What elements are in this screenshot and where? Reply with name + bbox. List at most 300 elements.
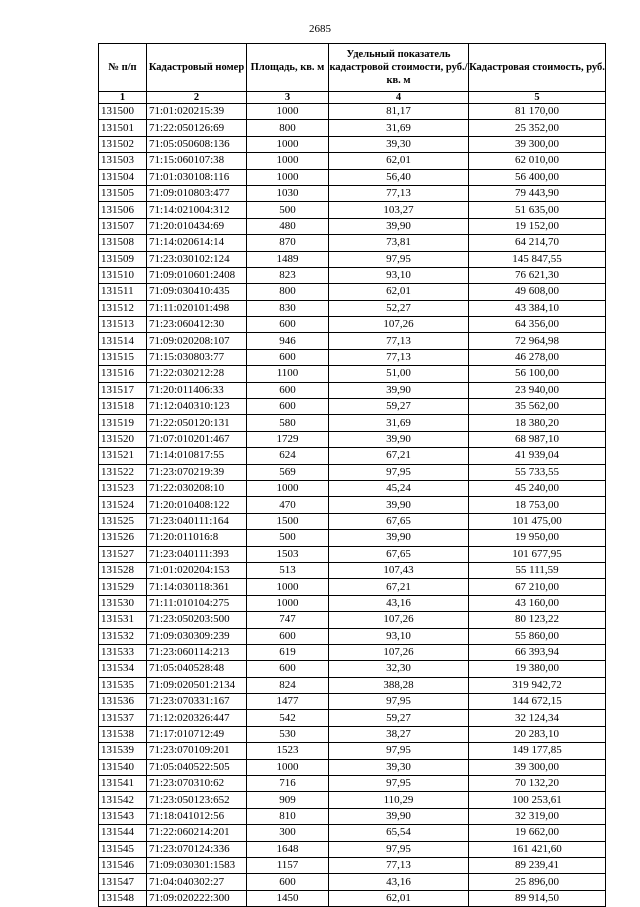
table-row	[99, 890, 606, 906]
cadastral-number-cell: 71:22:050126:69	[147, 120, 247, 136]
cadastral-number-cell: 71:05:040522:505	[147, 759, 247, 775]
row-number-cell: 131519	[99, 415, 147, 431]
specific-value-cell: 43,16	[329, 874, 469, 890]
specific-value-cell: 62,01	[329, 153, 469, 169]
cadastral-number-cell: 71:23:030102:124	[147, 251, 247, 267]
table-row	[99, 677, 606, 693]
table-row	[99, 349, 606, 365]
cadastral-value-cell: 55 733,55	[469, 464, 606, 480]
area-cell: 800	[247, 120, 329, 136]
table-row	[99, 415, 606, 431]
area-cell: 600	[247, 628, 329, 644]
cadastral-value-cell: 72 964,98	[469, 333, 606, 349]
cadastral-number-cell: 71:01:030108:116	[147, 169, 247, 185]
table-row	[99, 546, 606, 562]
cadastral-value-cell: 145 847,55	[469, 251, 606, 267]
area-cell: 1000	[247, 104, 329, 120]
area-cell: 1523	[247, 743, 329, 759]
cadastral-number-cell: 71:05:050608:136	[147, 136, 247, 152]
specific-value-cell: 67,65	[329, 513, 469, 529]
specific-value-cell: 59,27	[329, 399, 469, 415]
row-number-cell: 131510	[99, 267, 147, 283]
area-cell: 530	[247, 726, 329, 742]
cadastral-number-cell: 71:09:030309:239	[147, 628, 247, 644]
area-cell: 600	[247, 399, 329, 415]
row-number-cell: 131548	[99, 890, 147, 906]
cadastral-value-cell: 25 352,00	[469, 120, 606, 136]
cadastral-number-cell: 71:09:010601:2408	[147, 267, 247, 283]
specific-value-cell: 77,13	[329, 349, 469, 365]
cadastral-value-cell: 32 124,34	[469, 710, 606, 726]
row-number-cell: 131543	[99, 808, 147, 824]
cadastral-value-cell: 20 283,10	[469, 726, 606, 742]
specific-value-cell: 93,10	[329, 628, 469, 644]
table-row	[99, 726, 606, 742]
cadastral-value-cell: 32 319,00	[469, 808, 606, 824]
area-cell: 600	[247, 382, 329, 398]
area-cell: 1000	[247, 153, 329, 169]
row-number-cell: 131517	[99, 382, 147, 398]
table-row	[99, 153, 606, 169]
row-number-cell: 131524	[99, 497, 147, 513]
table-row	[99, 497, 606, 513]
row-number-cell: 131527	[99, 546, 147, 562]
table-row	[99, 776, 606, 792]
row-number-cell: 131544	[99, 825, 147, 841]
cadastral-value-cell: 149 177,85	[469, 743, 606, 759]
specific-value-cell: 39,90	[329, 497, 469, 513]
column-number: 4	[329, 92, 469, 104]
cadastral-value-cell: 62 010,00	[469, 153, 606, 169]
cadastral-value-cell: 144 672,15	[469, 694, 606, 710]
cadastral-value-cell: 100 253,61	[469, 792, 606, 808]
table-row	[99, 185, 606, 201]
area-cell: 1500	[247, 513, 329, 529]
cadastral-number-cell: 71:22:050120:131	[147, 415, 247, 431]
row-number-cell: 131546	[99, 857, 147, 873]
area-cell: 1030	[247, 185, 329, 201]
row-number-cell: 131526	[99, 530, 147, 546]
column-number: 3	[247, 92, 329, 104]
specific-value-cell: 107,26	[329, 612, 469, 628]
row-number-cell: 131523	[99, 480, 147, 496]
table-row	[99, 743, 606, 759]
row-number-cell: 131506	[99, 202, 147, 218]
row-number-cell: 131521	[99, 448, 147, 464]
area-cell: 1000	[247, 595, 329, 611]
row-number-cell: 131520	[99, 431, 147, 447]
specific-value-cell: 62,01	[329, 890, 469, 906]
cadastral-number-cell: 71:09:030301:1583	[147, 857, 247, 873]
row-number-cell: 131515	[99, 349, 147, 365]
table-row	[99, 366, 606, 382]
row-number-cell: 131536	[99, 694, 147, 710]
table-row	[99, 333, 606, 349]
row-number-cell: 131511	[99, 284, 147, 300]
specific-value-cell: 39,30	[329, 136, 469, 152]
table-row	[99, 136, 606, 152]
table-row	[99, 694, 606, 710]
row-number-cell: 131539	[99, 743, 147, 759]
specific-value-cell: 73,81	[329, 235, 469, 251]
area-cell: 600	[247, 661, 329, 677]
cadastral-number-cell: 71:04:040302:27	[147, 874, 247, 890]
header-area: Площадь, кв. м	[247, 44, 329, 92]
area-cell: 1000	[247, 759, 329, 775]
row-number-cell: 131542	[99, 792, 147, 808]
cadastral-value-cell: 49 608,00	[469, 284, 606, 300]
header-cadastral-number: Кадастровый номер	[147, 44, 247, 92]
row-number-cell: 131545	[99, 841, 147, 857]
row-number-cell: 131505	[99, 185, 147, 201]
cadastral-number-cell: 71:23:050203:500	[147, 612, 247, 628]
table-row	[99, 562, 606, 578]
cadastral-number-cell: 71:15:030803:77	[147, 349, 247, 365]
cadastral-number-cell: 71:23:060114:213	[147, 644, 247, 660]
specific-value-cell: 107,26	[329, 317, 469, 333]
cadastral-value-cell: 66 393,94	[469, 644, 606, 660]
cadastral-value-cell: 161 421,60	[469, 841, 606, 857]
cadastral-value-cell: 64 356,00	[469, 317, 606, 333]
cadastral-number-cell: 71:14:021004:312	[147, 202, 247, 218]
cadastral-number-cell: 71:09:030410:435	[147, 284, 247, 300]
row-number-cell: 131509	[99, 251, 147, 267]
cadastral-number-cell: 71:07:010201:467	[147, 431, 247, 447]
table-row	[99, 792, 606, 808]
area-cell: 870	[247, 235, 329, 251]
cadastral-value-cell: 39 300,00	[469, 759, 606, 775]
table-row	[99, 874, 606, 890]
row-number-cell: 131540	[99, 759, 147, 775]
table-row	[99, 267, 606, 283]
cadastral-value-cell: 55 860,00	[469, 628, 606, 644]
cadastral-value-cell: 67 210,00	[469, 579, 606, 595]
specific-value-cell: 39,90	[329, 530, 469, 546]
cadastral-number-cell: 71:22:030208:10	[147, 480, 247, 496]
specific-value-cell: 31,69	[329, 120, 469, 136]
table-row	[99, 169, 606, 185]
area-cell: 824	[247, 677, 329, 693]
cadastral-number-cell: 71:22:060214:201	[147, 825, 247, 841]
table-row	[99, 382, 606, 398]
area-cell: 1450	[247, 890, 329, 906]
table-row	[99, 808, 606, 824]
cadastral-value-cell: 25 896,00	[469, 874, 606, 890]
area-cell: 800	[247, 284, 329, 300]
specific-value-cell: 32,30	[329, 661, 469, 677]
area-cell: 1100	[247, 366, 329, 382]
cadastral-number-cell: 71:09:020501:2134	[147, 677, 247, 693]
cadastral-number-cell: 71:11:010104:275	[147, 595, 247, 611]
area-cell: 300	[247, 825, 329, 841]
specific-value-cell: 56,40	[329, 169, 469, 185]
cadastral-value-cell: 101 475,00	[469, 513, 606, 529]
row-number-cell: 131528	[99, 562, 147, 578]
cadastral-number-cell: 71:14:030118:361	[147, 579, 247, 595]
table-row	[99, 857, 606, 873]
row-number-cell: 131512	[99, 300, 147, 316]
specific-value-cell: 110,29	[329, 792, 469, 808]
cadastral-number-cell: 71:18:041012:56	[147, 808, 247, 824]
cadastral-value-cell: 76 621,30	[469, 267, 606, 283]
area-cell: 580	[247, 415, 329, 431]
row-number-cell: 131541	[99, 776, 147, 792]
cadastral-value-cell: 319 942,72	[469, 677, 606, 693]
specific-value-cell: 97,95	[329, 694, 469, 710]
cadastral-value-cell: 19 950,00	[469, 530, 606, 546]
table-row	[99, 300, 606, 316]
specific-value-cell: 93,10	[329, 267, 469, 283]
specific-value-cell: 77,13	[329, 185, 469, 201]
specific-value-cell: 38,27	[329, 726, 469, 742]
cadastral-number-cell: 71:22:030212:28	[147, 366, 247, 382]
page-number: 2685	[309, 23, 331, 35]
area-cell: 619	[247, 644, 329, 660]
table-row	[99, 530, 606, 546]
table-row	[99, 431, 606, 447]
cadastral-value-cell: 68 987,10	[469, 431, 606, 447]
cadastral-number-cell: 71:01:020204:153	[147, 562, 247, 578]
row-number-cell: 131501	[99, 120, 147, 136]
area-cell: 909	[247, 792, 329, 808]
row-number-cell: 131508	[99, 235, 147, 251]
row-number-cell: 131535	[99, 677, 147, 693]
area-cell: 542	[247, 710, 329, 726]
specific-value-cell: 97,95	[329, 776, 469, 792]
cadastral-number-cell: 71:23:070219:39	[147, 464, 247, 480]
cadastral-value-cell: 101 677,95	[469, 546, 606, 562]
cadastral-number-cell: 71:12:020326:447	[147, 710, 247, 726]
table-header-row	[99, 44, 606, 92]
cadastral-number-cell: 71:09:020208:107	[147, 333, 247, 349]
specific-value-cell: 97,95	[329, 743, 469, 759]
specific-value-cell: 97,95	[329, 464, 469, 480]
cadastral-value-cell: 23 940,00	[469, 382, 606, 398]
cadastral-value-cell: 45 240,00	[469, 480, 606, 496]
row-number-cell: 131514	[99, 333, 147, 349]
cadastral-value-cell: 39 300,00	[469, 136, 606, 152]
row-number-cell: 131503	[99, 153, 147, 169]
specific-value-cell: 43,16	[329, 595, 469, 611]
area-cell: 1000	[247, 579, 329, 595]
cadastral-value-cell: 64 214,70	[469, 235, 606, 251]
table-row	[99, 628, 606, 644]
cadastral-number-cell: 71:17:010712:49	[147, 726, 247, 742]
table-row	[99, 710, 606, 726]
area-cell: 946	[247, 333, 329, 349]
specific-value-cell: 67,21	[329, 448, 469, 464]
table-row	[99, 104, 606, 120]
area-cell: 600	[247, 349, 329, 365]
area-cell: 513	[247, 562, 329, 578]
cadastral-value-cell: 56 100,00	[469, 366, 606, 382]
area-cell: 624	[247, 448, 329, 464]
cadastral-value-cell: 19 662,00	[469, 825, 606, 841]
table-row	[99, 661, 606, 677]
specific-value-cell: 67,65	[329, 546, 469, 562]
table-row	[99, 202, 606, 218]
row-number-cell: 131516	[99, 366, 147, 382]
row-number-cell: 131547	[99, 874, 147, 890]
cadastral-number-cell: 71:23:070124:336	[147, 841, 247, 857]
row-number-cell: 131533	[99, 644, 147, 660]
table-row	[99, 464, 606, 480]
cadastral-number-cell: 71:23:070109:201	[147, 743, 247, 759]
row-number-cell: 131529	[99, 579, 147, 595]
column-number: 1	[99, 92, 147, 104]
cadastral-value-cell: 43 160,00	[469, 595, 606, 611]
cadastral-number-cell: 71:23:070331:167	[147, 694, 247, 710]
table-row	[99, 759, 606, 775]
cadastral-value-cell: 81 170,00	[469, 104, 606, 120]
row-number-cell: 131525	[99, 513, 147, 529]
cadastral-number-cell: 71:23:050123:652	[147, 792, 247, 808]
header-row-number: № п/п	[99, 44, 147, 92]
specific-value-cell: 39,90	[329, 382, 469, 398]
table-row	[99, 841, 606, 857]
area-cell: 600	[247, 874, 329, 890]
cadastral-value-cell: 89 239,41	[469, 857, 606, 873]
table-row	[99, 595, 606, 611]
specific-value-cell: 107,43	[329, 562, 469, 578]
cadastral-number-cell: 71:23:060412:30	[147, 317, 247, 333]
specific-value-cell: 39,90	[329, 431, 469, 447]
cadastral-value-cell: 56 400,00	[469, 169, 606, 185]
cadastral-number-cell: 71:23:040111:393	[147, 546, 247, 562]
cadastral-number-cell: 71:12:040310:123	[147, 399, 247, 415]
area-cell: 1157	[247, 857, 329, 873]
table-row	[99, 399, 606, 415]
specific-value-cell: 62,01	[329, 284, 469, 300]
area-cell: 747	[247, 612, 329, 628]
area-cell: 1000	[247, 169, 329, 185]
area-cell: 1000	[247, 480, 329, 496]
cadastral-number-cell: 71:14:020614:14	[147, 235, 247, 251]
row-number-cell: 131513	[99, 317, 147, 333]
cadastral-number-cell: 71:14:010817:55	[147, 448, 247, 464]
area-cell: 810	[247, 808, 329, 824]
row-number-cell: 131532	[99, 628, 147, 644]
row-number-cell: 131504	[99, 169, 147, 185]
column-number-row	[99, 92, 606, 104]
table-row	[99, 284, 606, 300]
row-number-cell: 131507	[99, 218, 147, 234]
cadastral-number-cell: 71:05:040528:48	[147, 661, 247, 677]
specific-value-cell: 59,27	[329, 710, 469, 726]
table-row	[99, 317, 606, 333]
table-row	[99, 579, 606, 595]
row-number-cell: 131518	[99, 399, 147, 415]
row-number-cell: 131502	[99, 136, 147, 152]
table-row	[99, 480, 606, 496]
cadastral-value-cell: 80 123,22	[469, 612, 606, 628]
specific-value-cell: 81,17	[329, 104, 469, 120]
cadastral-number-cell: 71:11:020101:498	[147, 300, 247, 316]
specific-value-cell: 97,95	[329, 841, 469, 857]
row-number-cell: 131538	[99, 726, 147, 742]
cadastral-number-cell: 71:23:070310:62	[147, 776, 247, 792]
cadastral-number-cell: 71:20:010408:122	[147, 497, 247, 513]
cadastral-number-cell: 71:15:060107:38	[147, 153, 247, 169]
row-number-cell: 131537	[99, 710, 147, 726]
cadastral-value-cell: 41 939,04	[469, 448, 606, 464]
area-cell: 1648	[247, 841, 329, 857]
table-row	[99, 235, 606, 251]
specific-value-cell: 77,13	[329, 857, 469, 873]
cadastral-value-cell: 55 111,59	[469, 562, 606, 578]
area-cell: 823	[247, 267, 329, 283]
cadastral-value-cell: 89 914,50	[469, 890, 606, 906]
table-row	[99, 825, 606, 841]
specific-value-cell: 52,27	[329, 300, 469, 316]
cadastral-value-table	[98, 43, 606, 907]
cadastral-value-cell: 19 380,00	[469, 661, 606, 677]
table-row	[99, 251, 606, 267]
area-cell: 470	[247, 497, 329, 513]
specific-value-cell: 39,30	[329, 759, 469, 775]
cadastral-value-cell: 70 132,20	[469, 776, 606, 792]
table-row	[99, 644, 606, 660]
specific-value-cell: 77,13	[329, 333, 469, 349]
cadastral-value-cell: 35 562,00	[469, 399, 606, 415]
cadastral-value-cell: 19 152,00	[469, 218, 606, 234]
cadastral-number-cell: 71:01:020215:39	[147, 104, 247, 120]
specific-value-cell: 51,00	[329, 366, 469, 382]
area-cell: 830	[247, 300, 329, 316]
specific-value-cell: 39,90	[329, 808, 469, 824]
specific-value-cell: 67,21	[329, 579, 469, 595]
row-number-cell: 131530	[99, 595, 147, 611]
area-cell: 1477	[247, 694, 329, 710]
cadastral-number-cell: 71:20:011406:33	[147, 382, 247, 398]
table-row	[99, 448, 606, 464]
row-number-cell: 131534	[99, 661, 147, 677]
row-number-cell: 131500	[99, 104, 147, 120]
header-specific-value: Удельный показатель кадастровой стоимости, руб./кв. м	[329, 44, 469, 92]
area-cell: 1000	[247, 136, 329, 152]
row-number-cell: 131531	[99, 612, 147, 628]
area-cell: 500	[247, 530, 329, 546]
area-cell: 500	[247, 202, 329, 218]
area-cell: 1729	[247, 431, 329, 447]
specific-value-cell: 39,90	[329, 218, 469, 234]
area-cell: 1503	[247, 546, 329, 562]
specific-value-cell: 103,27	[329, 202, 469, 218]
specific-value-cell: 388,28	[329, 677, 469, 693]
specific-value-cell: 31,69	[329, 415, 469, 431]
cadastral-value-cell: 79 443,90	[469, 185, 606, 201]
cadastral-number-cell: 71:09:010803:477	[147, 185, 247, 201]
specific-value-cell: 97,95	[329, 251, 469, 267]
specific-value-cell: 65,54	[329, 825, 469, 841]
table-row	[99, 120, 606, 136]
cadastral-value-cell: 18 753,00	[469, 497, 606, 513]
area-cell: 480	[247, 218, 329, 234]
area-cell: 1489	[247, 251, 329, 267]
header-cadastral-value: Кадастровая стоимость, руб.	[469, 44, 606, 92]
column-number: 2	[147, 92, 247, 104]
specific-value-cell: 45,24	[329, 480, 469, 496]
cadastral-number-cell: 71:09:020222:300	[147, 890, 247, 906]
cadastral-value-cell: 18 380,20	[469, 415, 606, 431]
cadastral-number-cell: 71:23:040111:164	[147, 513, 247, 529]
cadastral-value-cell: 46 278,00	[469, 349, 606, 365]
specific-value-cell: 107,26	[329, 644, 469, 660]
table-row	[99, 612, 606, 628]
table-row	[99, 513, 606, 529]
cadastral-value-cell: 43 384,10	[469, 300, 606, 316]
table-row	[99, 218, 606, 234]
